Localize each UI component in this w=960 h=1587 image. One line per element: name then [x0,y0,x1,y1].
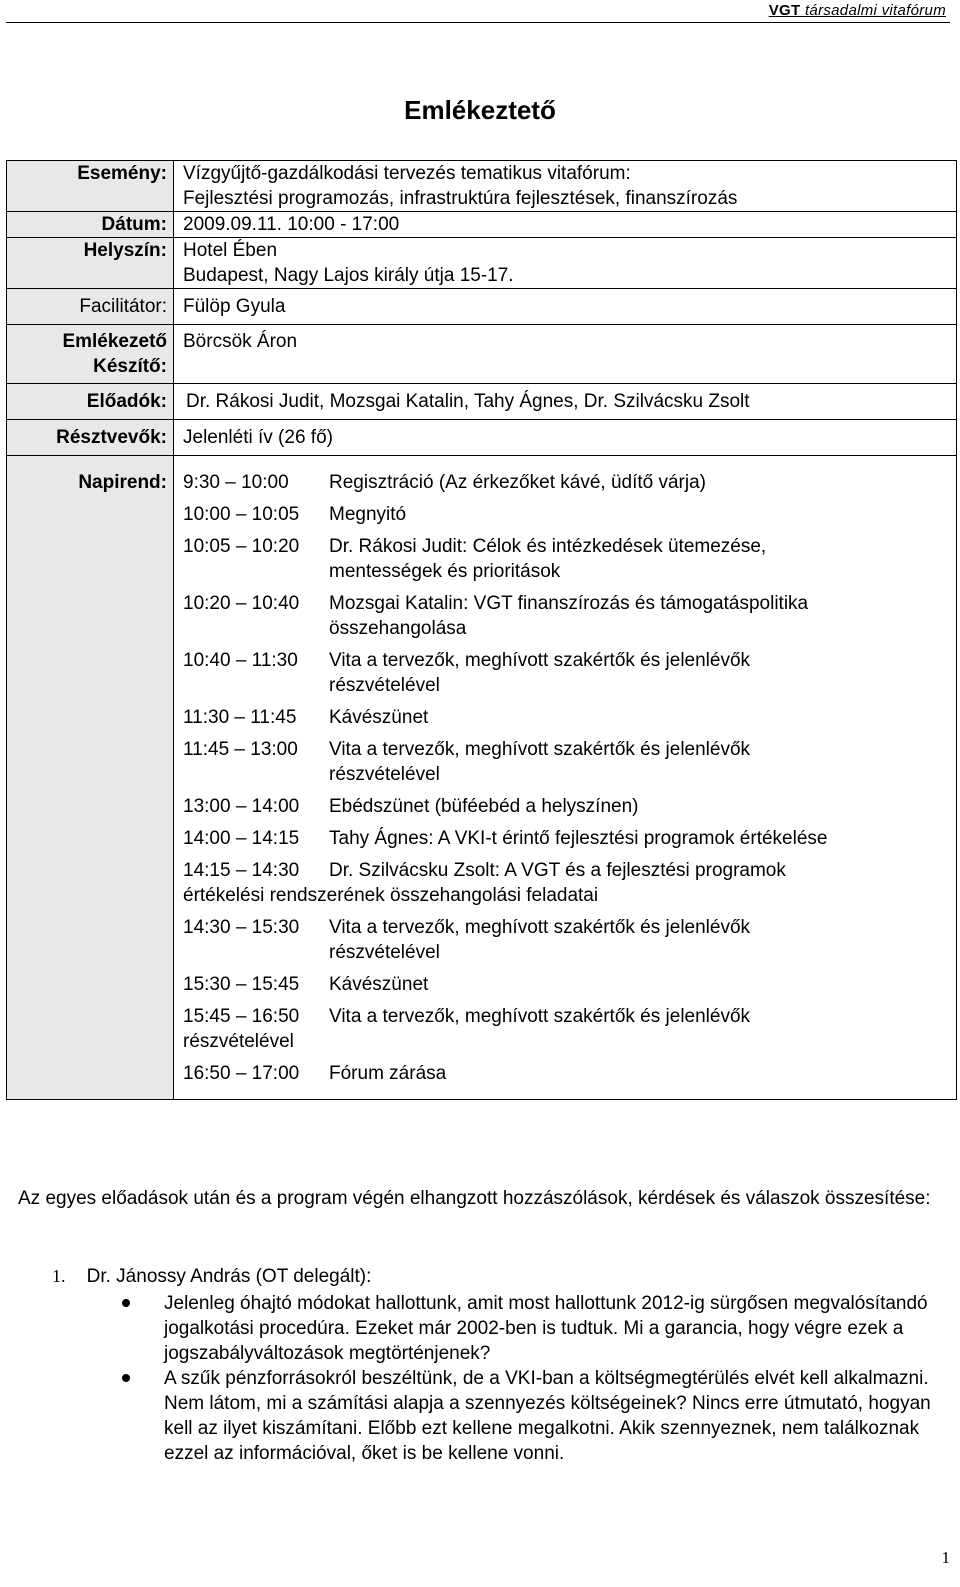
agenda-item [183,502,956,527]
agenda-text: Kávészünet [329,974,429,995]
bullet-dot-icon [122,1374,130,1382]
agenda-time: 13:00 – 14:00 [183,796,300,817]
bullet-item [120,1291,950,1366]
agenda-text: Regisztráció (Az érkezőket kávé, üdítő várja) [329,472,706,493]
agenda-text: Vita a tervezők, meghívott szakértők és jelenlévők [329,739,751,760]
venue-line-1: Hotel Ében [183,240,278,261]
agenda-time: 9:30 – 10:00 [183,472,289,493]
agenda-time: 11:30 – 11:45 [183,707,297,728]
agenda-text: Vita a tervezők, meghívott szakértők és jelenlévők [329,650,751,671]
numbered-item [52,1264,371,1289]
header-subtitle: társadalmi vitafórum [804,2,946,19]
agenda-time: 16:50 – 17:00 [183,1063,300,1084]
page-header [6,0,950,24]
agenda-text: Mozsgai Katalin: VGT finanszírozás és támogatáspolitika [329,593,809,614]
agenda-item [183,737,956,787]
row-venue [7,238,957,289]
agenda-item [183,534,956,584]
agenda-time: 10:20 – 10:40 [183,593,300,614]
agenda-item [183,705,956,730]
agenda-label: Napirend: [7,456,174,1100]
speakers-label: Előadók: [7,384,174,420]
row-author [7,325,957,384]
agenda-line [183,737,956,762]
agenda-time: 14:00 – 14:15 [183,828,300,849]
agenda-text: Megnyitó [329,504,407,525]
agenda-item [183,858,956,908]
meta-table [6,160,957,1100]
agenda-text: Kávészünet [329,707,429,728]
facilitator-value: Fülöp Gyula [174,289,957,325]
agenda-line [183,794,956,819]
facilitator-label: Facilitátor: [7,289,174,325]
agenda-continuation: részvételével [329,764,440,785]
agenda-item [183,826,956,851]
header-text [769,2,946,19]
date-value: 2009.09.11. 10:00 - 17:00 [174,212,957,238]
agenda-time: 14:30 – 15:30 [183,917,300,938]
agenda-text: Fórum zárása [329,1063,447,1084]
agenda-item [183,972,956,997]
agenda-line [183,648,956,673]
item-speaker: Dr. Jánossy András (OT delegált): [86,1266,372,1287]
agenda-item [183,648,956,698]
agenda-text: Vita a tervezők, meghívott szakértők és jelenlévők [329,1006,751,1027]
item-number: 1. [52,1266,66,1286]
agenda-continuation: részvételével [183,1031,294,1052]
event-label: Esemény: [7,161,174,212]
participants-value: Jelenléti ív (26 fő) [174,420,957,456]
agenda-line [183,858,956,883]
bullet-dot-icon [122,1299,130,1307]
agenda-text: Tahy Ágnes: A VKI-t érintő fejlesztési programok értékelése [329,828,828,849]
agenda-item [183,470,956,495]
author-label-line-2: Készítő: [93,356,167,377]
agenda-time: 11:45 – 13:00 [183,739,298,760]
venue-label: Helyszín: [7,238,174,289]
participants-label: Résztvevők: [7,420,174,456]
author-value: Börcsök Áron [174,325,957,384]
agenda-line [183,705,956,730]
agenda-text: Vita a tervezők, meghívott szakértők és jelenlévők [329,917,751,938]
summary-text: Az egyes előadások után és a program végén elhangzott hozzászólások, kérdések és válaszok összesítése: [18,1188,931,1209]
agenda-line [183,502,956,527]
agenda-text: Dr. Rákosi Judit: Célok és intézkedések ütemezése, [329,536,767,557]
agenda-item [183,1004,956,1054]
agenda-line [183,591,956,616]
agenda-line [183,1061,956,1086]
agenda-line [183,915,956,940]
row-speakers [7,384,957,420]
bullet-text: A szűk pénzforrásokról beszéltünk, de a VKI-ban a költségmegtérülés elvét kell alkalmazni. Nem látom, mi a számítási alapja a szennyezés költségeinek? Nincs erre útmutató, hogyan kell az ilyet kiszámítani. Előbb ezt kellene megalkotni. Akik szennyeznek, nem találkoznak ezzel az információval, őket is be kellene vonni. [164,1368,931,1464]
event-line-2: Fejlesztési programozás, infrastruktúra fejlesztések, finanszírozás [183,188,738,209]
author-label-line-1: Emlékezető [62,331,167,352]
agenda-item [183,794,956,819]
agenda-text: Ebédszünet (büféebéd a helyszínen) [329,796,639,817]
speakers-value: Dr. Rákosi Judit, Mozsgai Katalin, Tahy Ágnes, Dr. Szilvácsku Zsolt [174,384,957,420]
agenda-item [183,591,956,641]
agenda-time: 14:15 – 14:30 [183,860,300,881]
agenda-continuation: értékelési rendszerének összehangolási feladatai [183,885,599,906]
agenda-item [183,915,956,965]
event-value [174,161,957,212]
agenda-time: 10:40 – 11:30 [183,650,298,671]
agenda-continuation: összehangolása [329,618,467,639]
agenda-line [183,1004,956,1029]
row-event [7,161,957,212]
agenda-line [183,534,956,559]
agenda-continuation: mentességek és prioritások [329,561,561,582]
agenda-line [183,826,956,851]
agenda-line [183,972,956,997]
venue-value [174,238,957,289]
row-facilitator [7,289,957,325]
row-date [7,212,957,238]
event-line-1: Vízgyűjtő-gazdálkodási tervezés tematikus vitafórum: [183,163,631,184]
header-rule [6,22,950,23]
agenda-list [174,456,957,1100]
document-title: Emlékeztető [404,95,556,125]
page-number: 1 [941,1548,950,1567]
agenda-container [183,470,956,1086]
agenda-item [183,1061,956,1086]
row-participants [7,420,957,456]
bullet-text: Jelenleg óhajtó módokat hallottunk, amit most hallottunk 2012-ig sürgősen megvalósítandó jogalkotási procedúra. Ezeket már 2002-ben is tudtuk. Mi a garancia, hogy végre ezek a jogszabályváltozások megtörténjenek? [164,1293,928,1364]
agenda-time: 15:45 – 16:50 [183,1006,300,1027]
author-label [7,325,174,384]
agenda-time: 15:30 – 15:45 [183,974,300,995]
bullet-list [120,1291,950,1466]
agenda-continuation: részvételével [329,942,440,963]
agenda-time: 10:05 – 10:20 [183,536,300,557]
agenda-line [183,470,956,495]
header-brand: VGT [768,2,801,19]
agenda-time: 10:00 – 10:05 [183,504,300,525]
date-label: Dátum: [7,212,174,238]
agenda-continuation: részvételével [329,675,440,696]
row-agenda [7,456,957,1100]
bullet-item [120,1366,950,1466]
agenda-text: Dr. Szilvácsku Zsolt: A VGT és a fejlesztési programok [329,860,786,881]
venue-line-2: Budapest, Nagy Lajos király útja 15-17. [183,265,514,286]
